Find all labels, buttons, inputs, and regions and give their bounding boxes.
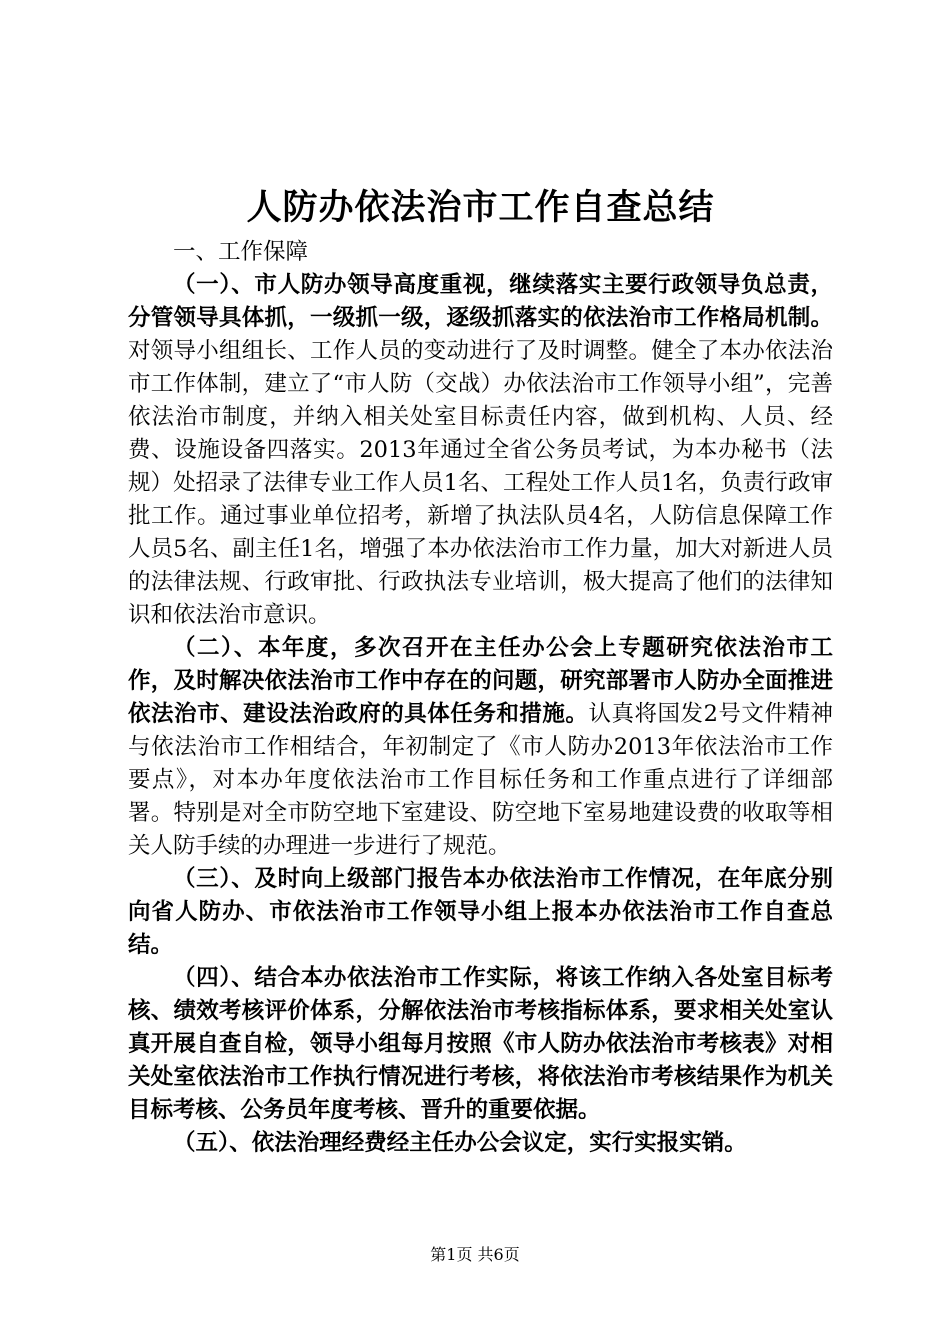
paragraph-3: （三）、及时向上级部门报告本办依法治市工作情况，在年底分别向省人防办、市依法治市工作领导小组上报本办依法治市工作自查总结。 [128, 866, 833, 958]
paragraph-2-lead: （二）、本年度，多次召开在主任办公会上专题研究依法治市工作，及时解决依法治市工作中存在的问题，研究部署市人防办全面推进依法治市、建设法治政府的具体任务和措施。 [128, 635, 833, 727]
paragraph-1-lead: （一）、市人防办领导高度重视，继续落实主要行政领导负总责，分管领导具体抓，一级抓一级，逐级抓落实的依法治市工作格局机制。 [128, 272, 833, 331]
paragraph-1-body: 对领导小组组长、工作人员的变动进行了及时调整。健全了本办依法治市工作体制，建立了“市人防（交战）办依法治市工作领导小组”，完善依法治市制度，并纳入相关处室目标责任内容，做到机构、人员、经费、设施设备四落实。2013年通过全省公务员考试，为本办秘书（法规）处招录了法律专业工作人员1名、工程处工作人员1名，负责行政审批工作。通过事业单位招考，新增了执法队员4名，人防信息保障工作人员5名、副主任1名，增强了本办依法治市工作力量，加大对新进人员的法律法规、行政审批、行政执法专业培训，极大提高了他们的法律知识和依法治市意识。 [128, 338, 833, 628]
paragraph-2-body: 认真将国发2号文件精神与依法治市工作相结合，年初制定了《市人防办2013年依法治市工作要点》，对本办年度依法治市工作目标任务和工作重点进行了详细部署。特别是对全市防空地下室建设、防空地下室易地建设费的收取等相关人防手续的办理进一步进行了规范。 [128, 701, 833, 859]
page-footer: 第1页 共6页 [430, 1245, 520, 1264]
paragraph-2 [128, 632, 833, 863]
document-page [128, 182, 833, 1160]
paragraph-5: （五）、依法治理经费经主任办公会议定，实行实报实销。 [173, 1130, 747, 1156]
section-heading: 一、工作保障 [173, 239, 309, 265]
paragraph-4: （四）、结合本办依法治市工作实际，将该工作纳入各处室目标考核、绩效考核评价体系，分解依法治市考核指标体系，要求相关处室认真开展自查自检，领导小组每月按照《市人防办依法治市考核表》对相关处室依法治市工作执行情况进行考核，将依法治市考核结果作为机关目标考核、公务员年度考核、晋升的重要依据。 [128, 965, 833, 1123]
paragraph-1 [128, 269, 833, 632]
document-title: 人防办依法治市工作自查总结 [246, 187, 715, 228]
